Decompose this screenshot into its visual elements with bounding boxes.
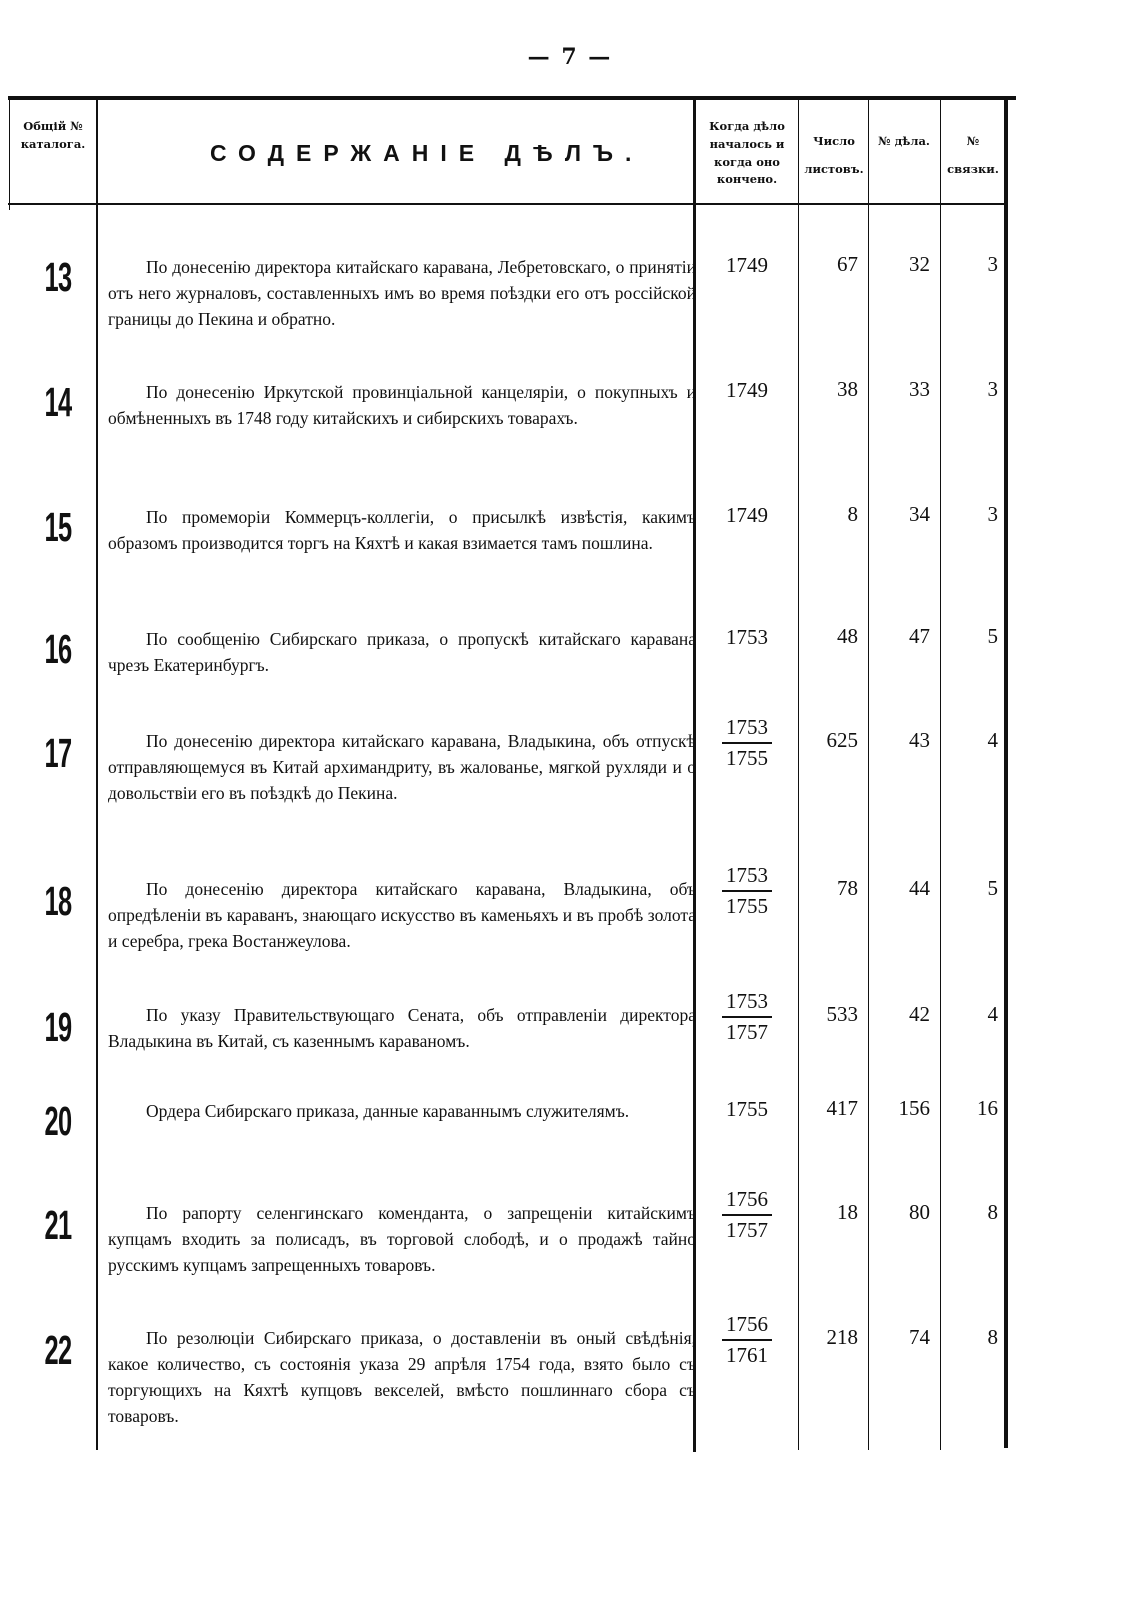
sheet-count: 67	[837, 252, 858, 276]
year-start: 1756	[726, 1312, 768, 1336]
case-number: 44	[909, 876, 930, 900]
catalog-number: 21	[44, 1202, 72, 1248]
case-dates	[703, 624, 791, 651]
sheet-count: 8	[847, 502, 858, 526]
year-start: 1755	[726, 1097, 768, 1121]
case-dates	[703, 1186, 791, 1244]
sheet-count: 218	[826, 1325, 858, 1349]
year-start: 1753	[726, 625, 768, 649]
case-description: По донесенію директора китайскаго каравана, Владыкина, объ отпускѣ отправляющемуся въ Китай архимандриту, въ жалованье, мягкой рухляди и о довольствіи его въ поѣздкѣ до Пекина.	[108, 731, 696, 803]
case-dates	[703, 377, 791, 404]
bundle-number: 4	[987, 1002, 998, 1026]
year-start: 1749	[726, 378, 768, 402]
header-rule	[8, 203, 1006, 205]
case-dates	[703, 988, 791, 1046]
catalog-number: 17	[44, 730, 72, 776]
year-start: 1756	[726, 1187, 768, 1211]
sheet-count: 533	[826, 1002, 858, 1026]
catalog-number: 18	[44, 878, 72, 924]
year-start: 1753	[726, 715, 768, 739]
date-fraction-bar	[722, 1339, 772, 1341]
case-description: По сообщенію Сибирскаго приказа, о пропускѣ китайскаго каравана чрезъ Екатеринбургъ.	[108, 629, 696, 675]
catalog-number: 14	[44, 379, 72, 425]
case-number: 43	[909, 728, 930, 752]
bundle-number: 5	[987, 624, 998, 648]
case-number: 80	[909, 1200, 930, 1224]
sheet-count: 625	[826, 728, 858, 752]
case-description: По резолюціи Сибирскаго приказа, о доставленіи въ оный свѣдѣнія, какое количество, съ состоянія указа 29 апрѣля 1754 года, взято было съ торгующихъ на Кяхтѣ купцовъ векселей, вмѣсто пошлиннаго сбора съ товаровъ.	[108, 1328, 696, 1426]
year-end: 1755	[726, 746, 768, 770]
case-description: По донесенію директора китайскаго каравана, Владыкина, объ опредѣленіи въ караванъ, знающаго искусство въ каменьяхъ и въ пробѣ золота и серебра, грека Востанжеулова.	[108, 879, 696, 951]
case-description: По указу Правительствующаго Сената, объ отправленіи директора Владыкина въ Китай, съ казеннымъ караваномъ.	[108, 1005, 696, 1051]
year-start: 1749	[726, 503, 768, 527]
header-content: СОДЕРЖАНІЕ ДѢЛЪ.	[210, 140, 644, 166]
sheet-count: 417	[826, 1096, 858, 1120]
header-sheets: Число листовъ.	[804, 134, 864, 176]
case-dates	[703, 862, 791, 920]
case-number: 42	[909, 1002, 930, 1026]
top-rule	[8, 96, 1016, 100]
catalog-number: 16	[44, 626, 72, 672]
case-dates	[703, 1096, 791, 1123]
catalog-number: 22	[44, 1327, 72, 1373]
case-description: По донесенію Иркутской провинціальной канцеляріи, о покупныхъ и обмѣненныхъ въ 1748 году китайскихъ и сибирскихъ товарахъ.	[108, 382, 696, 428]
year-end: 1757	[726, 1218, 768, 1242]
case-dates	[703, 252, 791, 279]
col-rule-5	[940, 100, 941, 1450]
page-number: — 7 —	[527, 44, 613, 70]
date-fraction-bar	[722, 1016, 772, 1018]
case-number: 47	[909, 624, 930, 648]
case-description: По рапорту селенгинскаго коменданта, о запрещеніи китайскимъ купцамъ входить за полисадъ, въ торговой слободѣ, и о продажѣ тайно русскимъ купцамъ запрещенныхъ товаровъ.	[108, 1203, 696, 1275]
header-bundle-number: № связки.	[947, 134, 999, 176]
case-dates	[703, 1311, 791, 1369]
case-description: По промеморіи Коммерцъ-коллегіи, о присылкѣ извѣстія, какимъ образомъ производится торгъ на Кяхтѣ и какая взимается тамъ пошлина.	[108, 507, 696, 553]
case-number: 32	[909, 252, 930, 276]
sheet-count: 48	[837, 624, 858, 648]
case-dates	[703, 714, 791, 772]
case-number: 74	[909, 1325, 930, 1349]
catalog-number: 20	[44, 1098, 72, 1144]
year-end: 1757	[726, 1020, 768, 1044]
left-rule	[9, 100, 10, 210]
year-start: 1753	[726, 863, 768, 887]
year-end: 1755	[726, 894, 768, 918]
year-start: 1753	[726, 989, 768, 1013]
date-fraction-bar	[722, 742, 772, 744]
year-start: 1749	[726, 253, 768, 277]
col-rule-1	[96, 100, 98, 1450]
sheet-count: 38	[837, 377, 858, 401]
bundle-number: 3	[987, 377, 998, 401]
case-dates	[703, 502, 791, 529]
sheet-count: 78	[837, 876, 858, 900]
bundle-number: 3	[987, 502, 998, 526]
case-number: 34	[909, 502, 930, 526]
bundle-number: 3	[987, 252, 998, 276]
header-case-number: № дѣла.	[878, 134, 930, 148]
catalog-number: 15	[44, 504, 72, 550]
catalog-number: 13	[44, 254, 72, 300]
right-rule	[1004, 96, 1008, 1448]
bundle-number: 4	[987, 728, 998, 752]
case-number: 33	[909, 377, 930, 401]
col-rule-4	[868, 100, 869, 1450]
case-number: 156	[898, 1096, 930, 1120]
date-fraction-bar	[722, 890, 772, 892]
header-catalog-number: Общій № каталога.	[20, 119, 86, 151]
bundle-number: 16	[977, 1096, 998, 1120]
catalog-number: 19	[44, 1004, 72, 1050]
bundle-number: 8	[987, 1200, 998, 1224]
year-end: 1761	[726, 1343, 768, 1367]
header-dates: Когда дѣло началось и когда оно кончено.	[709, 119, 785, 187]
case-description: По донесенію директора китайскаго каравана, Лебретовскаго, о принятіи отъ него журналовъ, составленныхъ имъ во время поѣздки его отъ россійской границы до Пекина и обратно.	[108, 257, 696, 329]
bundle-number: 5	[987, 876, 998, 900]
sheet-count: 18	[837, 1200, 858, 1224]
case-description: Ордера Сибирскаго приказа, данные караваннымъ служителямъ.	[146, 1101, 630, 1121]
col-rule-3	[798, 100, 799, 1450]
date-fraction-bar	[722, 1214, 772, 1216]
bundle-number: 8	[987, 1325, 998, 1349]
